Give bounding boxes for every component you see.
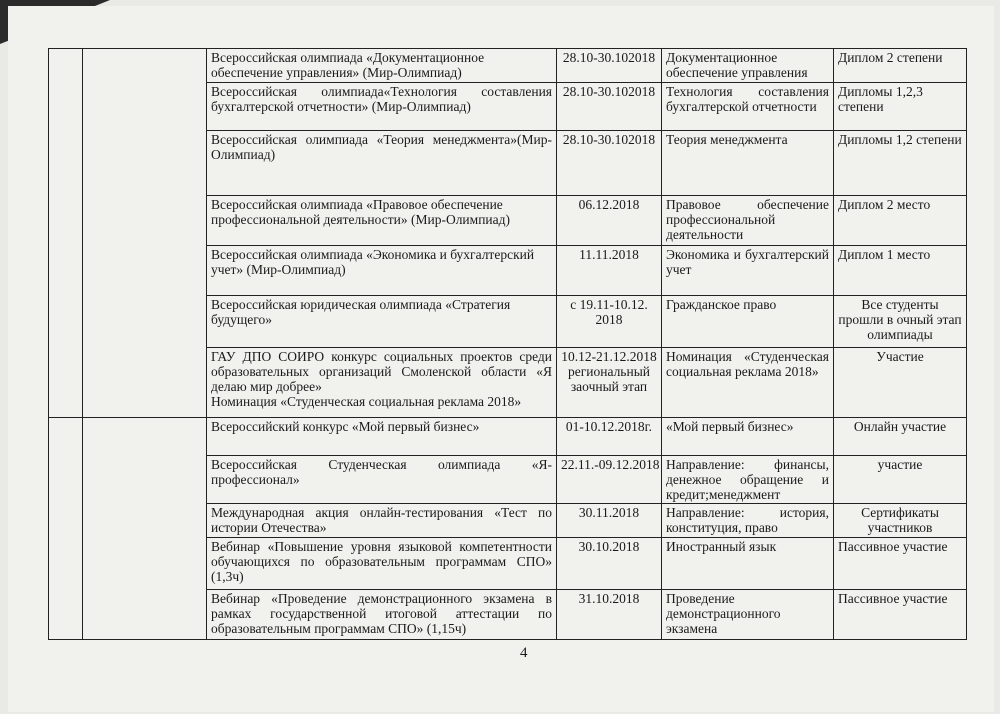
event-direction: Экономика и бухгалтерский учет	[662, 246, 834, 296]
event-name-line: Номинация «Студенческая социальная реклама 2018»	[211, 394, 522, 409]
event-result: Все студенты прошли в очный этап олимпиады	[834, 296, 967, 348]
events-table	[48, 48, 967, 640]
event-result: Сертификаты участников	[834, 504, 967, 538]
event-result: Онлайн участие	[834, 418, 967, 456]
event-name: Всероссийская олимпиада«Технология составления бухгалтерской отчетности» (Мир-Олимпиад)	[207, 83, 557, 131]
event-name: Всероссийская юридическая олимпиада «Стратегия будущего»	[207, 296, 557, 348]
event-result: Пассивное участие	[834, 538, 967, 590]
event-date: 31.10.2018	[557, 590, 662, 640]
page-number: 4	[520, 645, 528, 661]
event-direction: Гражданское право	[662, 296, 834, 348]
student-cell-group-1	[83, 49, 207, 418]
event-name: Вебинар «Повышение уровня языковой компетентности обучающихся по образовательным программам СПО» (1,3ч)	[207, 538, 557, 590]
event-date: 06.12.2018	[557, 196, 662, 246]
event-direction: Направление: финансы, денежное обращение и кредит;менеджмент	[662, 456, 834, 504]
table-row	[49, 418, 967, 456]
event-direction: Теория менеджмента	[662, 131, 834, 196]
event-date: 01-10.12.2018г.	[557, 418, 662, 456]
event-result: Участие	[834, 348, 967, 418]
event-date: 10.12-21.12.2018 региональный заочный этап	[557, 348, 662, 418]
event-date: с 19.11-10.12. 2018	[557, 296, 662, 348]
event-name: Международная акция онлайн-тестирования «Тест по истории Отечества»	[207, 504, 557, 538]
event-name: Всероссийская олимпиада «Документационное обеспечение управления» (Мир-Олимпиад)	[207, 49, 557, 83]
event-date: 22.11.-09.12.2018	[557, 456, 662, 504]
event-result: участие	[834, 456, 967, 504]
event-name: Всероссийская олимпиада «Экономика и бухгалтерский учет» (Мир-Олимпиад)	[207, 246, 557, 296]
event-date: 30.11.2018	[557, 504, 662, 538]
event-result: Диплом 2 степени	[834, 49, 967, 83]
event-date: 11.11.2018	[557, 246, 662, 296]
event-name: Вебинар «Проведение демонстрационного экзамена в рамках государственной итоговой аттестации по образовательным программам СПО» (1,15ч)	[207, 590, 557, 640]
event-direction: Проведение демонстрационного экзамена	[662, 590, 834, 640]
event-name: Всероссийская Студенческая олимпиада «Я-профессионал»	[207, 456, 557, 504]
event-date: 30.10.2018	[557, 538, 662, 590]
event-name	[207, 348, 557, 418]
event-direction: Направление: история, конституция, право	[662, 504, 834, 538]
index-cell-group-1	[49, 49, 83, 418]
event-direction: Технология составления бухгалтерской отчетности	[662, 83, 834, 131]
event-direction: Правовое обеспечение профессиональной деятельности	[662, 196, 834, 246]
student-cell-group-2	[83, 418, 207, 640]
event-result: Диплом 2 место	[834, 196, 967, 246]
event-direction: Документационное обеспечение управления	[662, 49, 834, 83]
event-result: Диплом 1 место	[834, 246, 967, 296]
index-cell-group-2	[49, 418, 83, 640]
event-name: Всероссийская олимпиада «Теория менеджмента»(Мир-Олимпиад)	[207, 131, 557, 196]
event-name: Всероссийская олимпиада «Правовое обеспечение профессиональной деятельности» (Мир-Олимпиад)	[207, 196, 557, 246]
event-direction: Иностранный язык	[662, 538, 834, 590]
event-name: Всероссийский конкурс «Мой первый бизнес»	[207, 418, 557, 456]
event-name-line: ГАУ ДПО СОИРО конкурс социальных проектов среди образовательных организаций Смоленской области «Я делаю мир добрее»	[211, 349, 552, 394]
event-result: Пассивное участие	[834, 590, 967, 640]
event-direction: Номинация «Студенческая социальная реклама 2018»	[662, 348, 834, 418]
event-result: Дипломы 1,2,3 степени	[834, 83, 967, 131]
event-result: Дипломы 1,2 степени	[834, 131, 967, 196]
event-date: 28.10-30.102018	[557, 49, 662, 83]
event-direction: «Мой первый бизнес»	[662, 418, 834, 456]
event-date: 28.10-30.102018	[557, 83, 662, 131]
table-row	[49, 49, 967, 83]
event-date: 28.10-30.102018	[557, 131, 662, 196]
